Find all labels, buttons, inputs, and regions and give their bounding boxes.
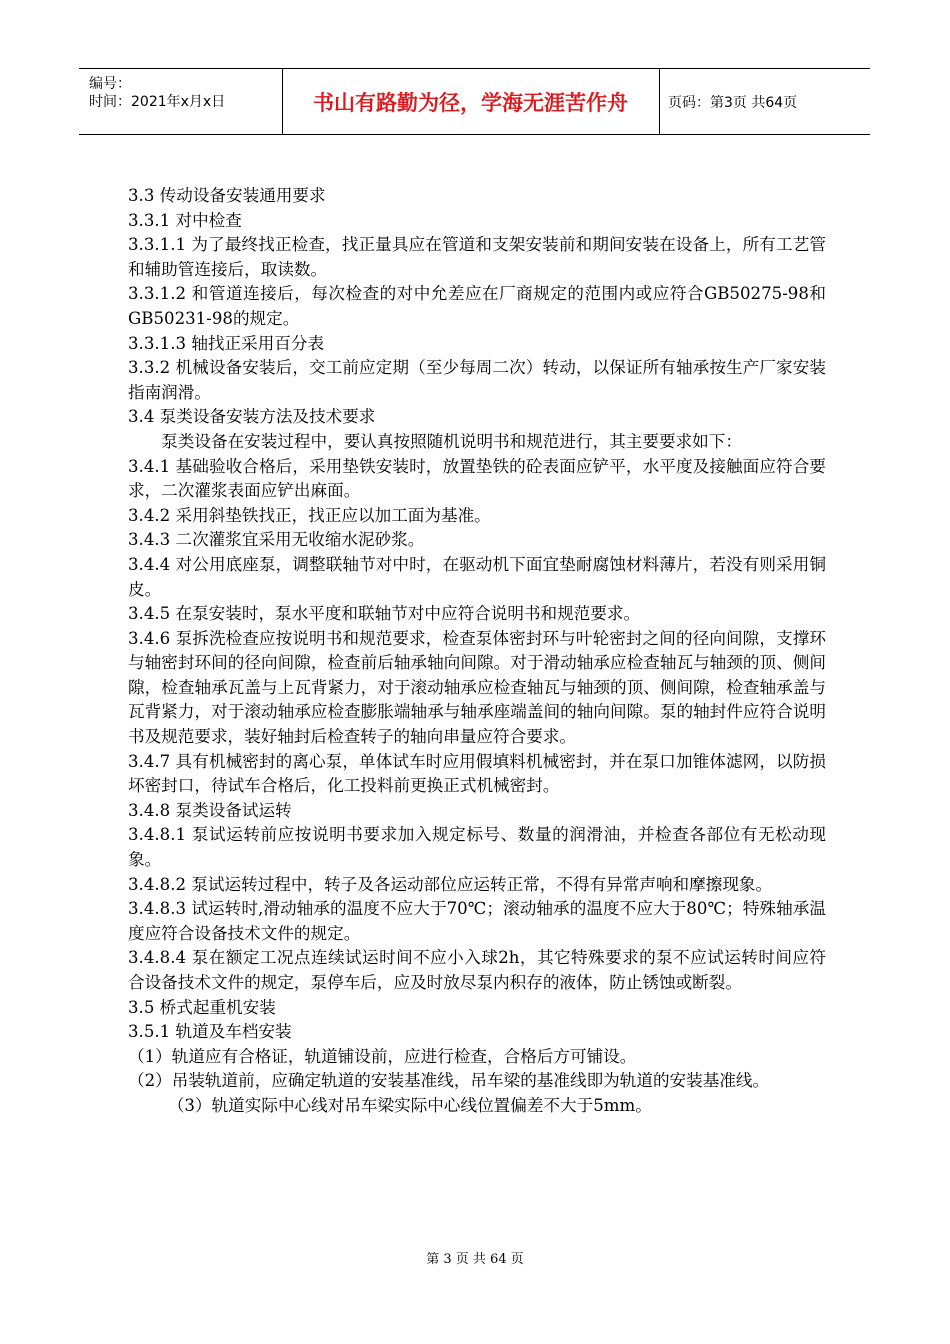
paragraph: 3.4.6 泵拆洗检查应按说明书和规范要求，检查泵体密封环与叶轮密封之间的径向间隙，支撑环与轴密封环间的径向间隙，检查前后轴承轴向间隙。对于滑动轴承应检查轴瓦与轴颈的顶、侧间隙，检查轴承瓦盖与上瓦背紧力，对于滚动轴承应检查轴瓦与轴颈的顶、侧间隙，检查轴承盖与瓦背紧力，对于滚动轴承应检查膨胀端轴承与轴承座端盖间的轴向间隙。泵的轴封件应符合说明书及规范要求，装好轴封后检查转子的轴向串量应符合要求。	[128, 628, 826, 747]
section-heading: 3.3 传动设备安装通用要求	[128, 186, 326, 205]
paragraph: 3.4.5 在泵安装时，泵水平度和联轴节对中应符合说明书和规范要求。	[128, 604, 641, 624]
paragraph: 3.4.7 具有机械密封的离心泵，单体试车时应用假填料机械密封，并在泵口加锥体滤网，以防损坏密封口，待试车合格后，化工投料前更换正式机械密封。	[128, 751, 826, 796]
header-meta	[89, 75, 274, 111]
document-body	[128, 184, 826, 1119]
paragraph: 3.4.8.3 试运转时,滑动轴承的温度不应大于70℃；滚动轴承的温度不应大于80℃；特殊轴承温度应符合设备技术文件的规定。	[128, 899, 826, 943]
paragraph: 3.4.2 采用斜垫铁找正，找正应以加工面为基准。	[128, 505, 491, 525]
header-divider	[282, 69, 283, 134]
section-heading: 3.5 桥式起重机安装	[128, 997, 276, 1017]
paragraph: 3.3.1.1 为了最终找正检查，找正量具应在管道和支架安装前和期间安装在设备上，所有工艺管和辅助管连接后，取读数。	[128, 235, 826, 279]
list-item: （2）吊装轨道前，应确定轨道的安装基准线，吊车梁的基准线即为轨道的安装基准线。	[128, 1071, 770, 1091]
header-number: 编号：	[89, 76, 131, 92]
paragraph: 3.3.2 机械设备安装后，交工前应定期（至少每周二次）转动，以保证所有轴承按生产厂家安装指南润滑。	[128, 358, 826, 402]
page-header	[79, 68, 870, 135]
paragraph: 3.4.8.1 泵试运转前应按说明书要求加入规定标号、数量的润滑油，并检查各部位有无松动现象。	[128, 825, 826, 870]
paragraph: 3.4.8.4 泵在额定工况点连续试运时间不应小入球2h，其它特殊要求的泵不应试运转时间应符合设备技术文件的规定，泵停车后，应及时放尽泵内积存的液体，防止锈蚀或断裂。	[128, 948, 826, 992]
header-page-number: 页码：第3页 共64页	[668, 94, 798, 111]
paragraph: 3.3.1.3 轴找正采用百分表	[128, 333, 325, 353]
subsection-heading: 3.4.8 泵类设备试运转	[128, 800, 292, 820]
paragraph: 3.4.8.2 泵试运转过程中，转子及各运动部位应运转正常，不得有异常声响和摩擦现象。	[128, 874, 773, 894]
subsection-heading: 3.5.1 轨道及车档安装	[128, 1022, 292, 1042]
paragraph: 泵类设备在安装过程中，要认真按照随机说明书和规范进行，其主要要求如下：	[161, 431, 742, 451]
paragraph: 3.4.4 对公用底座泵，调整联轴节对中时，在驱动机下面宜垫耐腐蚀材料薄片，若没有则采用铜皮。	[128, 554, 826, 599]
list-item: （3）轨道实际中心线对吊车梁实际中心线位置偏差不大于5mm。	[167, 1095, 652, 1115]
paragraph: 3.3.1.2 和管道连接后，每次检查的对中允差应在厂商规定的范围内或应符合GB50275-98和GB50231-98的规定。	[128, 284, 826, 328]
list-item: （1）轨道应有合格证，轨道铺设前，应进行检查，合格后方可铺设。	[128, 1046, 637, 1066]
header-divider	[659, 69, 660, 134]
subsection-heading: 3.3.1 对中检查	[128, 210, 242, 230]
section-heading: 3.4 泵类设备安装方法及技术要求	[128, 407, 376, 427]
paragraph: 3.4.1 基础验收合格后，采用垫铁安装时，放置垫铁的砼表面应铲平，水平度及接触面应符合要求，二次灌浆表面应铲出麻面。	[128, 456, 826, 501]
page-footer: 第 3 页 共 64 页	[426, 1252, 524, 1267]
header-motto: 书山有路勤为径，学海无涯苦作舟	[313, 90, 628, 115]
paragraph: 3.4.3 二次灌浆宜采用无收缩水泥砂浆。	[128, 530, 425, 550]
header-date: 时间：2021年x月x日	[89, 94, 226, 110]
